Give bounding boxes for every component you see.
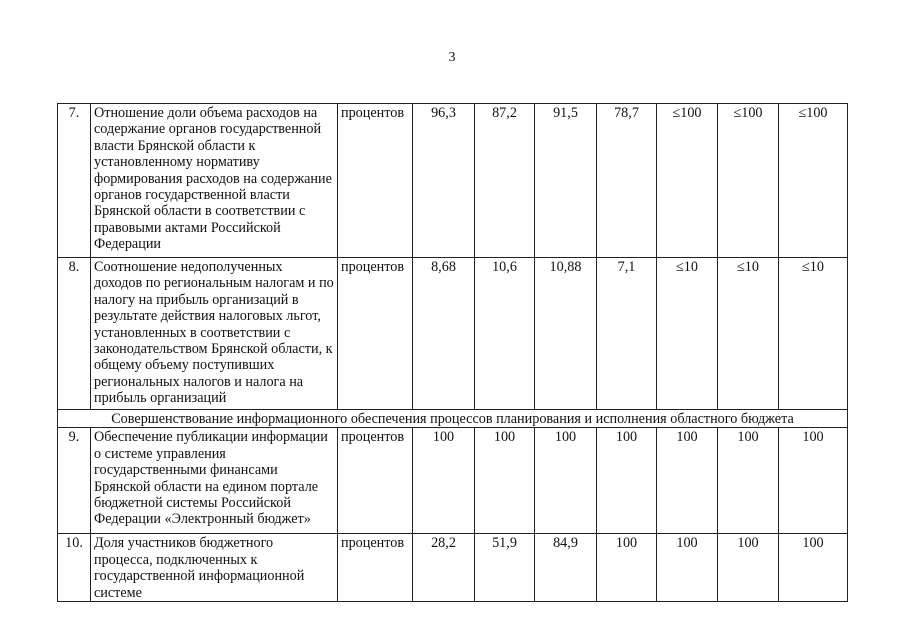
value-cell: 100 — [779, 428, 848, 534]
value-cell: 28,2 — [413, 534, 475, 602]
value-cell: ≤100 — [657, 104, 718, 258]
value-cell: 7,1 — [597, 258, 657, 410]
row-number: 9. — [58, 428, 91, 534]
row-number: 8. — [58, 258, 91, 410]
indicators-table — [57, 103, 848, 602]
page-number: 3 — [448, 50, 456, 65]
unit-cell: процентов — [338, 534, 413, 602]
table-row — [58, 428, 848, 534]
value-cell: 87,2 — [475, 104, 535, 258]
value-cell: 84,9 — [535, 534, 597, 602]
unit-cell: процентов — [338, 428, 413, 534]
table-row — [58, 534, 848, 602]
indicator-name: Доля участников бюджетного процесса, подключенных к государственной информационной системе — [91, 534, 338, 602]
value-cell: 91,5 — [535, 104, 597, 258]
value-cell: 100 — [779, 534, 848, 602]
value-cell: ≤10 — [779, 258, 848, 410]
value-cell: 100 — [657, 534, 718, 602]
indicator-name: Обеспечение публикации информации о системе управления государственными финансами Брянской области на едином портале бюджетной системы Российской Федерации «Электронный бюджет» — [91, 428, 338, 534]
value-cell: 100 — [413, 428, 475, 534]
value-cell: 51,9 — [475, 534, 535, 602]
unit-cell: процентов — [338, 104, 413, 258]
value-cell: 100 — [597, 534, 657, 602]
value-cell: 100 — [718, 428, 779, 534]
table-row — [58, 104, 848, 258]
value-cell: ≤100 — [779, 104, 848, 258]
value-cell: 100 — [597, 428, 657, 534]
value-cell: 96,3 — [413, 104, 475, 258]
value-cell: 100 — [718, 534, 779, 602]
value-cell: ≤10 — [718, 258, 779, 410]
value-cell: 10,88 — [535, 258, 597, 410]
value-cell: 10,6 — [475, 258, 535, 410]
unit-cell: процентов — [338, 258, 413, 410]
value-cell: 78,7 — [597, 104, 657, 258]
section-row — [58, 410, 848, 428]
indicator-name: Отношение доли объема расходов на содержание органов государственной власти Брянской области к установленному нормативу формирования расходов на содержание органов государственной власти Брянской области в соответствии с правовыми актами Российской Федерации — [91, 104, 338, 258]
value-cell: ≤10 — [657, 258, 718, 410]
value-cell: 100 — [535, 428, 597, 534]
section-title: Совершенствование информационного обеспечения процессов планирования и исполнения областного бюджета — [58, 410, 848, 428]
indicator-name: Соотношение недополученных доходов по региональным налогам и по налогу на прибыль организаций в результате действия налоговых льгот, установленных в соответствии с законодательством Брянской области, к общему объему поступивших региональных налогов и налога на прибыль организаций — [91, 258, 338, 410]
table-row — [58, 258, 848, 410]
row-number: 7. — [58, 104, 91, 258]
value-cell: 8,68 — [413, 258, 475, 410]
row-number: 10. — [58, 534, 91, 602]
value-cell: ≤100 — [718, 104, 779, 258]
value-cell: 100 — [657, 428, 718, 534]
value-cell: 100 — [475, 428, 535, 534]
